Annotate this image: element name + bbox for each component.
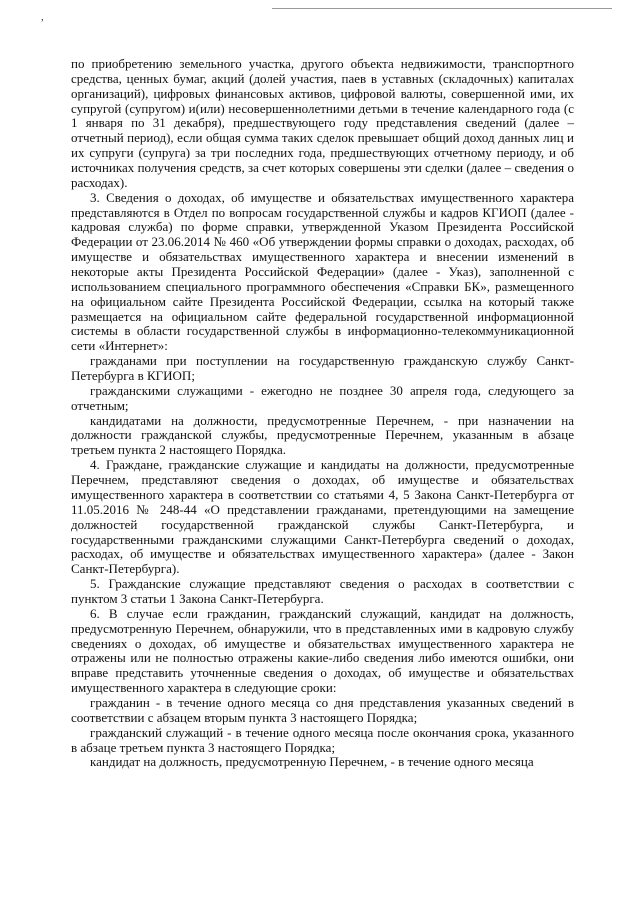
paragraph-3-candidates: кандидатами на должности, предусмотренные Перечнем, - при назначении на должности гражданской службы, предусмотренные Перечнем, указанным в абзаце третьем пункта 2 настоящего Порядка. <box>71 412 574 458</box>
paragraph-6: 6. В случае если гражданин, гражданский служащий, кандидат на должность, предусмотренную Перечнем, обнаружили, что в представленных ими в кадровую службу сведениях о доходах, об имуществе и обязательствах имущественного характера не отражены или не полностью отражены какие-либо сведения либо имеются ошибки, они вправе представить уточненные сведения о доходах, об имуществе и обязательствах имущественного характера в следующие сроки: <box>71 605 574 696</box>
paragraph-5: 5. Гражданские служащие представляют сведения о расходах в соответствии с пунктом 3 статьи 1 Закона Санкт-Петербурга. <box>71 576 574 606</box>
paragraph-3-civil-servants: гражданскими служащими - ежегодно не позднее 30 апреля года, следующего за отчетным; <box>71 382 574 413</box>
page-mark: , <box>41 11 44 23</box>
paragraph-continuation: по приобретению земельного участка, другого объекта недвижимости, транспортного средства, ценных бумаг, акций (долей участия, паев в уставных (складочных) капиталах организаций), цифровых финансовых активов, цифровой валюты, совершенной ими, их супругой (супругом) и(или) несовершеннолетними детьми в течение календарного года (с 1 января по 31 декабря), предшествующего году представления сведений (далее – отчетный период), если общая сумма таких сделок превышает общий доход данных лиц и их супруги (супруга) за три последних года, предшествующих отчетному периоду, и об источниках получения средств, за счет которых совершены эти сделки (далее – сведения о расходах). <box>71 56 574 190</box>
paragraph-6-citizen: гражданин - в течение одного месяца со дня представления указанных сведений в соответствии с абзацем вторым пункта 3 настоящего Порядка; <box>71 694 574 725</box>
paragraph-6-civil-servant: гражданский служащий - в течение одного месяца после окончания срока, указанного в абзаце третьем пункта 3 настоящего Порядка; <box>71 724 574 755</box>
paragraph-4: 4. Граждане, гражданские служащие и кандидаты на должности, предусмотренные Перечнем, представляют сведения о доходах, об имуществе и обязательствах имущественного характера в соответствии со статьями 4, 5 Закона Санкт-Петербурга от 11.05.2016 № 248-44 «О представлении гражданами, претендующими на замещение должностей государственной гражданской службы Санкт-Петербурга, и государственными гражданскими служащими Санкт-Петербурга сведений о доходах, расходах, об имуществе и обязательствах имущественного характера» (далее - Закон Санкт-Петербурга). <box>71 457 574 577</box>
paragraph-3: 3. Сведения о доходах, об имуществе и обязательствах имущественного характера представляются в Отдел по вопросам государственной службы и кадров КГИОП (далее - кадровая служба) по форме справки, утвержденной Указом Президента Российской Федерации от 23.06.2014 № 460 «Об утверждении формы справки о доходах, расходах, об имуществе и обязательствах имущественного характера и внесении изменений в некоторые акты Президента Российской Федерации» (далее - Указ), заполненной с использованием специального программного обеспечения «Справки БК», размещенного на официальном сайте Президента Российской Федерации, ссылка на который также размещается на официальном сайте федеральной государственной информационной системы в области государственной службы в информационно-телекоммуникационной сети «Интернет»: <box>71 189 574 354</box>
paragraph-3-citizens: гражданами при поступлении на государственную гражданскую службу Санкт-Петербурга в КГИОП; <box>71 353 574 384</box>
paragraph-6-candidate: кандидат на должность, предусмотренную Перечнем, - в течение одного месяца <box>90 754 534 770</box>
document-body <box>71 57 574 770</box>
top-rule <box>272 8 612 9</box>
